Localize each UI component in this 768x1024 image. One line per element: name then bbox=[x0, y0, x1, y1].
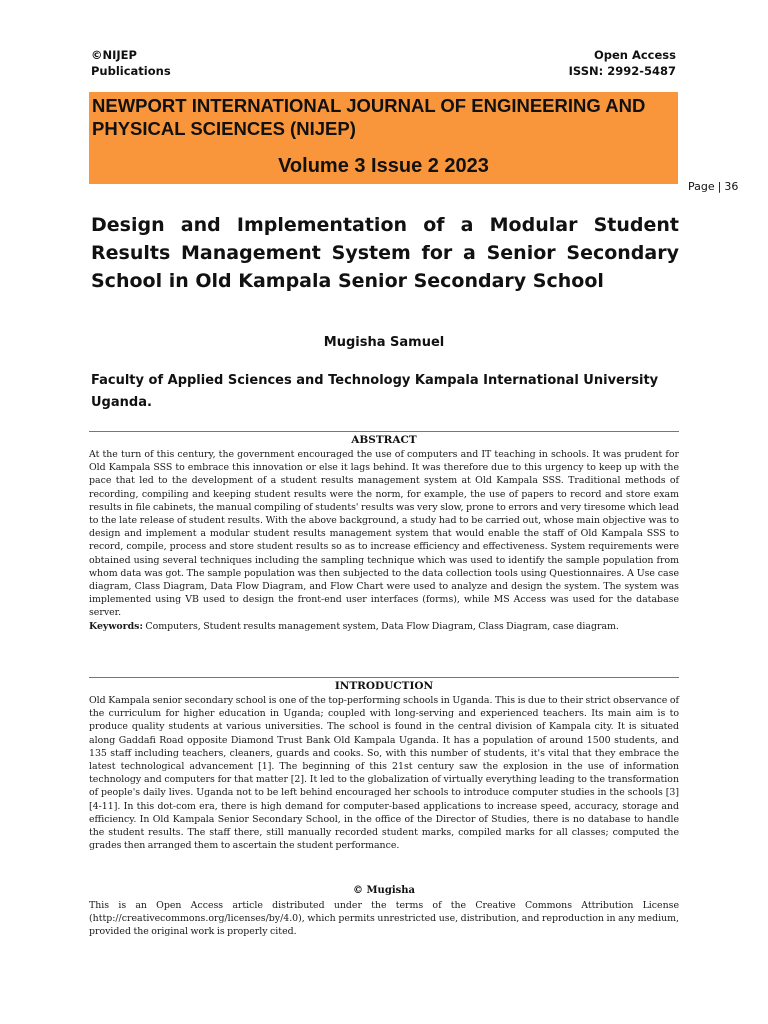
publisher-name: ©NIJEP bbox=[91, 48, 137, 62]
journal-banner bbox=[89, 92, 678, 184]
keywords-line bbox=[89, 620, 679, 633]
page-separator: | bbox=[717, 180, 722, 193]
keywords-label: Keywords: bbox=[89, 620, 143, 632]
introduction-text: Old Kampala senior secondary school is one of the top-performing schools in Uganda. This is due to their strict observance of the curriculum for higher education in Uganda; coupled with long-serving and experienced teachers. Its main aim is to produce quality students at various universities. The school is found in the central division of Kampala city. It is situated along Gaddafi Road opposite Diamond Trust Bank Old Kampala Uganda. It has a population of around 1500 students, and 135 staff including teachers, cleaners, guards and cooks. So, with this number of students, it's vital that they embrace the latest technological advancement [1]. The beginning of this 21st century saw the explosion in the use of information technology and computers for that matter [2]. It led to the globalization of virtually everything leading to the transformation of people's daily lives. Uganda not to be left behind encouraged her schools to introduce computer studies in the schools [3][4-11]. In this dot-com era, there is high demand for computer-based applications to increase speed, accuracy, storage and efficiency. In Old Kampala Senior Secondary School, in the office of the Director of Studies, there is no database to handle the student results. The staff there, still manually recorded student marks, compiled marks for all classes; computed the grades then arranged them to ascertain the student performance. bbox=[89, 695, 679, 852]
access-block bbox=[569, 47, 676, 79]
article-title: Design and Implementation of a Modular Student Results Management System for a Senior Secondary School in Old Kampala Senior Secondary School bbox=[91, 214, 679, 292]
keywords-value: Computers, Student results management system, Data Flow Diagram, Class Diagram, case diagram. bbox=[145, 620, 619, 632]
copyright-line: © Mugisha bbox=[353, 885, 415, 896]
author-name: Mugisha Samuel bbox=[323, 335, 445, 350]
abstract-heading: ABSTRACT bbox=[351, 434, 417, 446]
license-text: This is an Open Access article distributed under the terms of the Creative Commons Attribution License (http://creativecommons.org/licenses/by/4.0), which permits unrestricted use, distribution, and reproduction in any medium, provided the original work is properly cited. bbox=[89, 900, 679, 938]
publisher-block bbox=[91, 47, 171, 79]
issn: ISSN: 2992-5487 bbox=[568, 64, 676, 78]
author-affiliation: Faculty of Applied Sciences and Technology Kampala International University Uganda. bbox=[91, 373, 659, 410]
volume-issue: Volume 3 Issue 2 2023 bbox=[278, 155, 489, 177]
page-label: Page bbox=[688, 180, 715, 193]
abstract-text bbox=[89, 448, 679, 633]
page-number bbox=[688, 180, 738, 193]
introduction-heading: INTRODUCTION bbox=[334, 680, 434, 692]
abstract-body: At the turn of this century, the government encouraged the use of computers and IT teaching in schools. It was prudent for Old Kampala SSS to embrace this innovation or else it lags behind. It was therefore due to this urgency to keep up with the pace that led to the development of a student results management system at Old Kampala SSS. Traditional methods of recording, compiling and keeping student results were the norm, for example, the use of papers to record and store exam results in file cabinets, the manual compiling of students' results was very slow, prone to errors and very tiresome which lead to the late release of student results. With the above background, a study had to be carried out, whose main objective was to design and implement a modular student results management system that would enable the staff of Old Kampala SSS to record, compile, process and store student results so as to increase efficiency and effectiveness. System requirements were obtained using several techniques including the sampling technique which was used to identify the sample population from whom data was got. The sample population was then subjected to the data collection tools using Questionnaires. A Use case diagram, Class Diagram, Data Flow Diagram, and Flow Chart were used to analyze and design the system. The system was implemented using VB used to design the front-end user interfaces (forms), while MS Access was used for the database server. bbox=[89, 449, 679, 619]
divider-top bbox=[89, 431, 679, 432]
divider-middle bbox=[89, 677, 679, 678]
page-value: 36 bbox=[724, 180, 739, 193]
journal-title: NEWPORT INTERNATIONAL JOURNAL OF ENGINEERING AND PHYSICAL SCIENCES (NIJEP) bbox=[92, 95, 646, 139]
publisher-label: Publications bbox=[91, 64, 171, 78]
open-access-label: Open Access bbox=[593, 48, 676, 62]
